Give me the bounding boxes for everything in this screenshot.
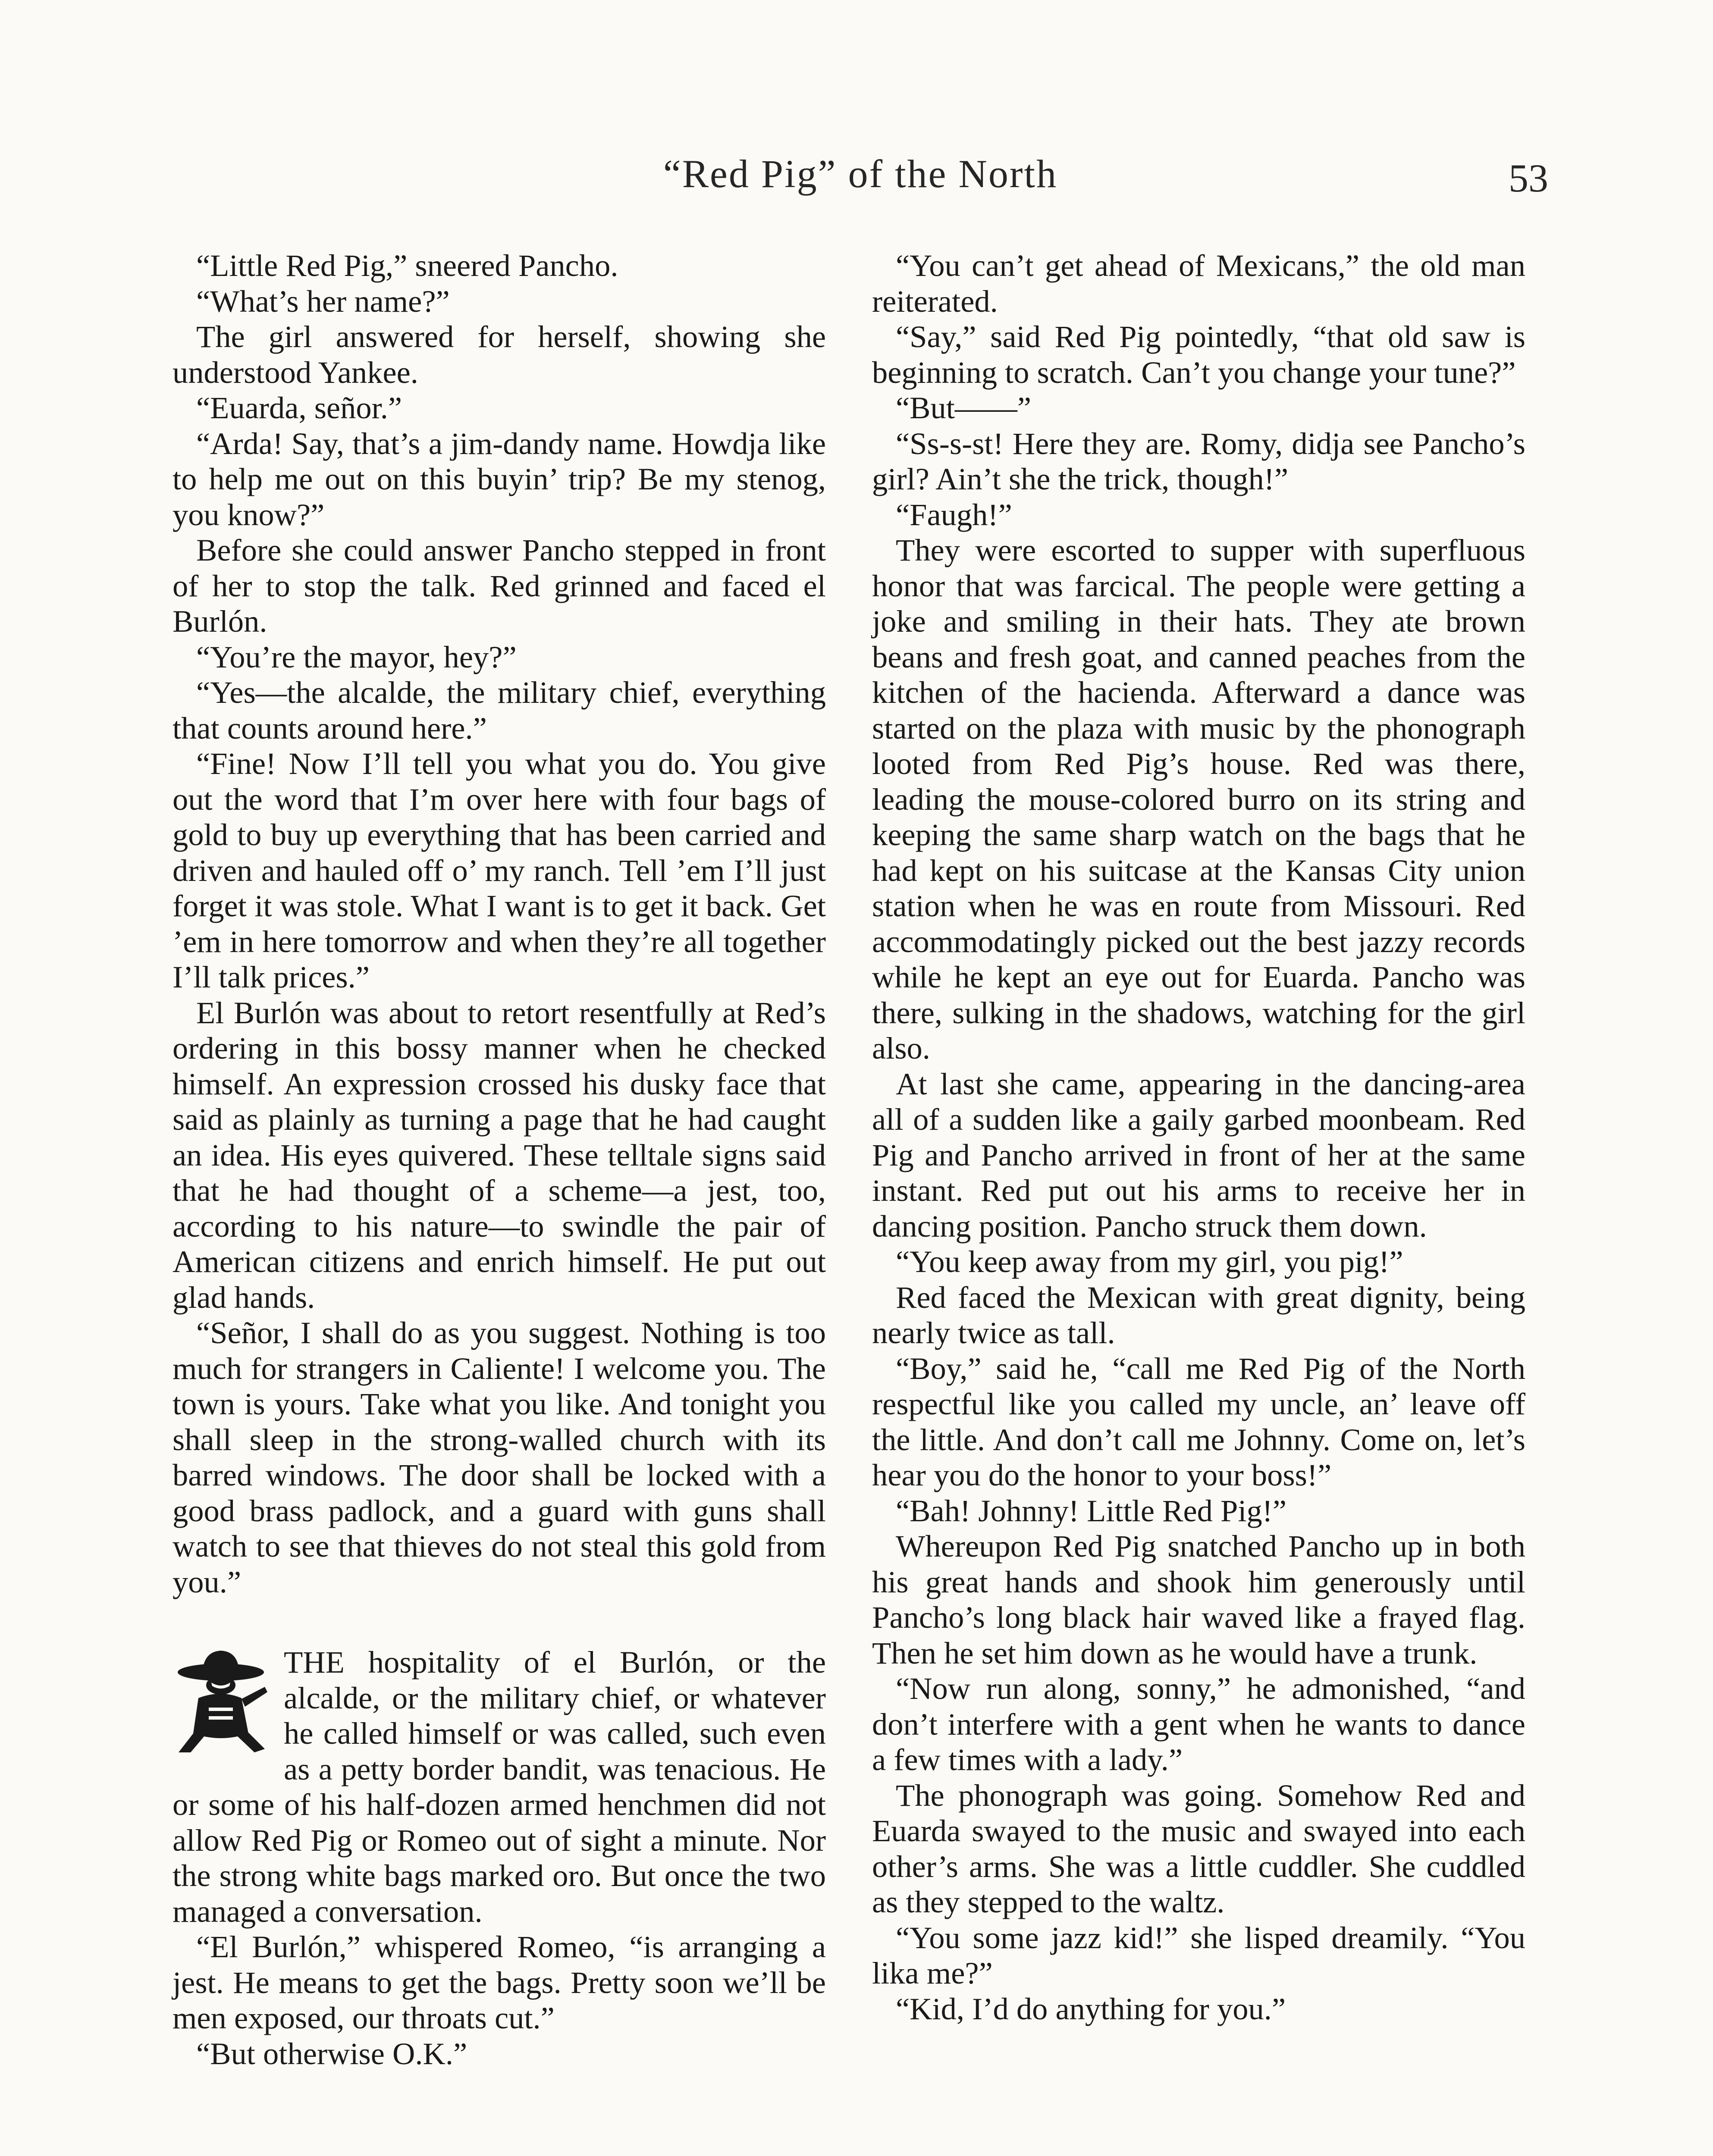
paragraph: “Boy,” said he, “call me Red Pig of the North respectful like you called my uncle, an’ leave off the little. And don’t call me Johnny. Come on, let’s hear you do the honor to your boss!” [872,1351,1525,1492]
paragraph: “Euarda, señor.” [196,390,402,425]
paragraph: “Little Red Pig,” sneered Pancho. [196,248,618,283]
paragraph: “Bah! Johnny! Little Red Pig!” [896,1493,1287,1528]
paragraph: “El Burlón,” whispered Romeo, “is arranging a jest. He means to get the bags. Pretty soon we’ll be men exposed, our throats cut.” [173,1929,826,2035]
left-column [173,248,826,2071]
paragraph: “Arda! Say, that’s a jim-dandy name. Howdja like to help me out on this buyin’ trip? Be my stenog, you know?” [173,426,826,532]
paragraph: “You can’t get ahead of Mexicans,” the old man reiterated. [872,248,1525,319]
paragraph: “Faugh!” [896,497,1012,532]
paragraph: Before she could answer Pancho stepped in front of her to stop the talk. Red grinned and faced el Burlón. [173,533,826,639]
page-header [173,151,1548,216]
right-column [872,248,1525,2027]
paragraph: “But otherwise O.K.” [196,2036,467,2071]
page-number: 53 [1509,156,1548,200]
paragraph: “Ss-s-st! Here they are. Romy, didja see Pancho’s girl? Ain’t she the trick, though!” [872,426,1525,496]
paragraph: El Burlón was about to retort resentfully at Red’s ordering in this bossy manner when he checked himself. An expression crossed his dusky face that said as plainly as turning a page that he had caught an idea. His eyes quivered. These telltale signs said that he had thought of a scheme—a jest, too, according to his nature—to swindle the pair of American citizens and enrich himself. He put out glad hands. [173,995,826,1315]
paragraph: “Señor, I shall do as you suggest. Nothing is too much for strangers in Caliente! I welcome you. The town is yours. Take what you like. And tonight you shall sleep in the strong-walled church with its barred windows. The door shall be locked with a good brass padlock, and a guard with guns shall watch to see that thieves do not steal this gold from you.” [173,1315,826,1599]
paragraph: Whereupon Red Pig snatched Pancho up in both his great hands and shook him generously until Pancho’s long black hair waved like a frayed flag. Then he set him down as he would have a trunk. [872,1529,1525,1670]
paragraph: “You’re the mayor, hey?” [196,639,517,674]
paragraph: “Fine! Now I’ll tell you what you do. You give out the word that I’m over here with four bags of gold to buy up everything that has been carried and driven and hauled off o’ my ranch. Tell ’em I’ll just forget it was stole. What I want is to get it back. Get ’em in here tomorrow and when they’re all together I’ll talk prices.” [173,746,826,994]
paragraph: They were escorted to supper with superfluous honor that was farcical. The people were getting a joke and smiling in their hats. They ate brown beans and fresh goat, and canned peaches from the kitchen of the hacienda. Afterward a dance was started on the plaza with music by the phonograph looted from Red Pig’s house. Red was there, leading the mouse-colored burro on its string and keeping the same sharp watch on the bags that he had kept on his suitcase at the Kansas City union station when he was en route from Missouri. Red accommodatingly picked out the best jazzy records while he kept an eye out for Euarda. Pancho was there, sulking in the shadows, watching for the girl also. [872,533,1525,1065]
paragraph: “You keep away from my girl, you pig!” [896,1244,1403,1279]
paragraph: “You some jazz kid!” she lisped dreamily. “You lika me?” [872,1920,1525,1990]
paragraph: “Now run along, sonny,” he admonished, “and don’t interfere with a gent when he wants to dance a few times with a lady.” [872,1671,1525,1777]
paragraph: The phonograph was going. Somehow Red and Euarda swayed to the music and swayed into each other’s arms. She was a little cuddler. She cuddled as they stepped to the waltz. [872,1777,1525,1919]
section-break [173,1600,826,1645]
section-opening-paragraph: THE hospitality of el Burlón, or the alcalde, or the military chief, or whatever he called himself or was called, such even as a petty border bandit, was tenacious. He or some of his half-dozen armed henchmen did not allow Red Pig or Romeo out of sight a minute. Nor the strong white bags marked oro. But once the two managed a conversation. [173,1645,826,1929]
sombrero-figure-icon [173,1647,272,1755]
paragraph: At last she came, appearing in the dancing-area all of a sudden like a gaily garbed moonbeam. Red Pig and Pancho arrived in front of her at the same instant. Red put out his arms to receive her in dancing position. Pancho struck them down. [872,1066,1525,1244]
paragraph: The girl answered for herself, showing she understood Yankee. [173,319,826,390]
running-title: “Red Pig” of the North [663,152,1058,196]
paragraph: “Yes—the alcalde, the military chief, everything that counts around here.” [173,675,826,746]
section-start [173,1645,826,2071]
paragraph: “Say,” said Red Pig pointedly, “that old saw is beginning to scratch. Can’t you change your tune?” [872,319,1525,390]
paragraph: “What’s her name?” [196,283,450,319]
paragraph: “But——” [896,390,1032,425]
paragraph: Red faced the Mexican with great dignity, being nearly twice as tall. [872,1279,1525,1350]
paragraph: “Kid, I’d do anything for you.” [896,1991,1286,2026]
